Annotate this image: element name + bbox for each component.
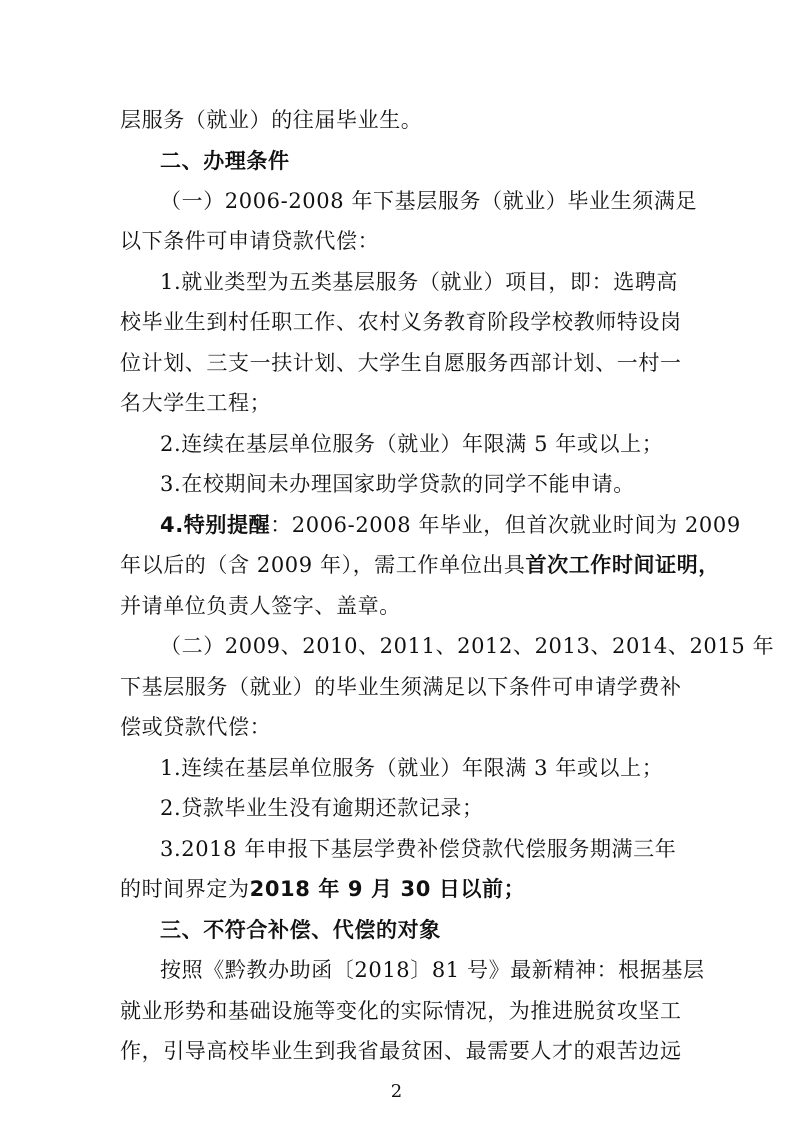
text-segment: 年以后的（含 2009 年），需工作单位出具 <box>120 553 526 577</box>
text-line: 以下条件可申请贷款代偿： <box>120 229 380 253</box>
text-line: 校毕业生到村任职工作、农村义务教育阶段学校教师特设岗 <box>120 310 682 334</box>
special-reminder-label: 4.特别提醒 <box>160 513 271 537</box>
page-number: 2 <box>390 1081 403 1102</box>
text-line: 位计划、三支一扶计划、大学生自愿服务西部计划、一村一 <box>120 351 682 375</box>
text-line: 下基层服务（就业）的毕业生须满足以下条件可申请学费补 <box>120 675 682 699</box>
text-line: 1.连续在基层单位服务（就业）年限满 3 年或以上； <box>160 756 664 780</box>
special-reminder-text: ：2006-2008 年毕业，但首次就业时间为 2009 <box>270 513 741 537</box>
deadline-emphasis: 2018 年 9 月 30 日以前； <box>249 877 526 901</box>
text-line: 偿或贷款代偿： <box>120 715 272 739</box>
text-line: 2.贷款毕业生没有逾期还款记录； <box>160 796 484 820</box>
text-line: 3.在校期间未办理国家助学贷款的同学不能申请。 <box>160 472 635 496</box>
text-line: （二）2009、2010、2011、2012、2013、2014、2015 年 <box>160 634 775 658</box>
text-line: 按照《黔教办助函〔2018〕81 号》最新精神：根据基层 <box>160 958 705 982</box>
text-line: （一）2006-2008 年下基层服务（就业）毕业生须满足 <box>160 189 698 213</box>
text-line: 就业形势和基础设施等变化的实际情况，为推进脱贫攻坚工 <box>120 999 682 1023</box>
text-line: 2.连续在基层单位服务（就业）年限满 5 年或以上； <box>160 432 664 456</box>
section-heading-conditions: 二、办理条件 <box>160 149 290 173</box>
text-line: 并请单位负责人签字、盖章。 <box>120 594 401 618</box>
section-heading-exclusions: 三、不符合补偿、代偿的对象 <box>160 918 441 942</box>
special-reminder-line <box>160 505 741 545</box>
text-line: 层服务（就业）的往届毕业生。 <box>120 108 423 132</box>
text-segment: 的时间界定为 <box>120 877 250 901</box>
text-line <box>120 545 720 585</box>
text-line: 1.就业类型为五类基层服务（就业）项目，即：选聘高 <box>160 270 679 294</box>
text-line: 3.2018 年申报下基层学费补偿贷款代偿服务期满三年 <box>160 837 677 861</box>
first-work-proof-emphasis: 首次工作时间证明， <box>525 553 720 577</box>
text-line: 名大学生工程； <box>120 391 272 415</box>
text-line <box>120 869 680 909</box>
text-line: 作，引导高校毕业生到我省最贫困、最需要人才的艰苦边远 <box>120 1039 682 1063</box>
